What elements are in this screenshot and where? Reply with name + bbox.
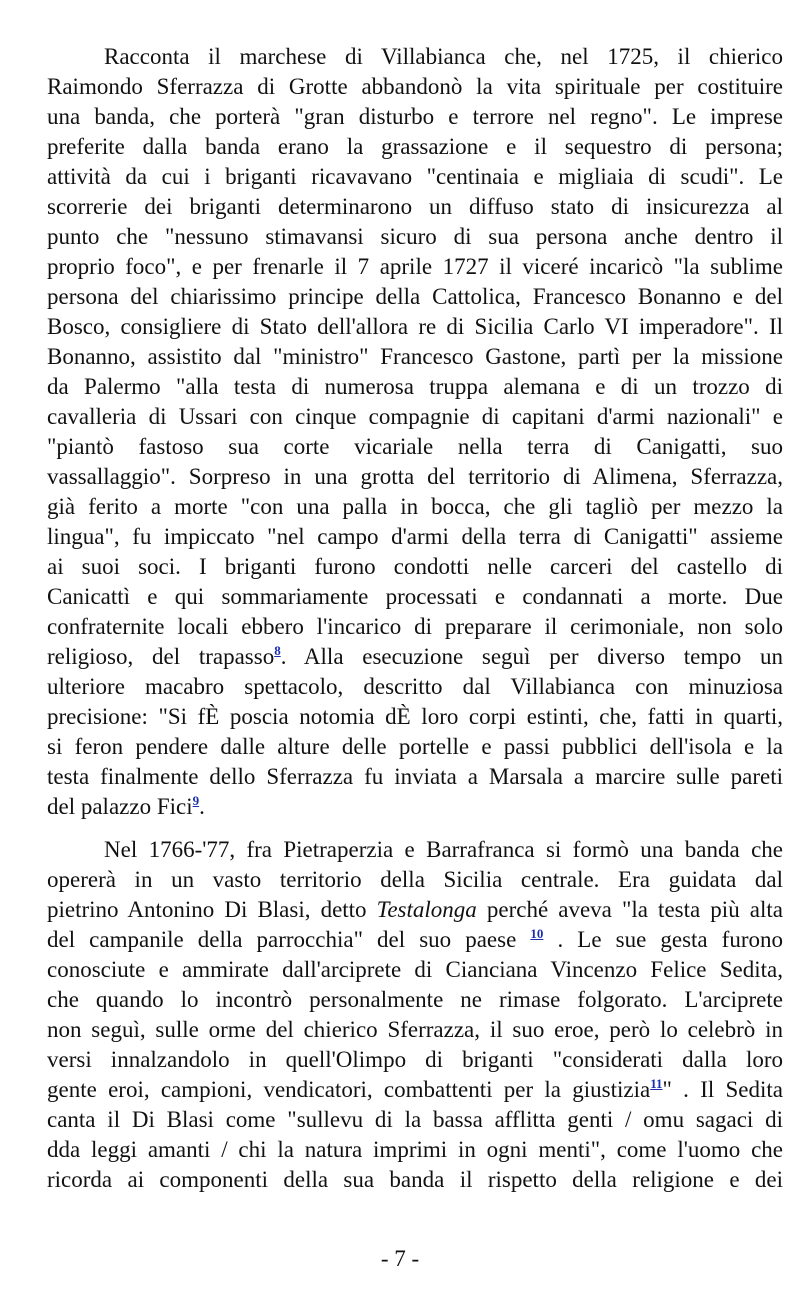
text-line: Nel 1766-'77, fra Pietraperzia e Barrafranca si formò una banda che xyxy=(104,837,783,862)
text-segment: . Alla esecuzione seguì per diverso tempo un xyxy=(280,644,783,669)
text-line: ai suoi soci. I briganti furono condotti nelle carceri del castello di xyxy=(47,554,783,579)
text-line: ulteriore macabro spettacolo, descritto dal Villabianca con minuziosa xyxy=(47,674,783,699)
text-segment: perché aveva "la testa più alta xyxy=(476,897,783,922)
text-segment: del palazzo Fici xyxy=(47,794,193,819)
text-line: ricorda ai componenti della sua banda il rispetto della religione e dei xyxy=(47,1167,783,1192)
text-line xyxy=(47,895,783,925)
text-segment: " . Il Sedita xyxy=(662,1077,783,1102)
text-line: Racconta il marchese di Villabianca che, nel 1725, il chierico xyxy=(104,44,783,69)
text-line: vassallaggio". Sorpreso in una grotta del territorio di Alimena, Sferrazza, xyxy=(47,464,783,489)
text-line: confraternite locali ebbero l'incarico di preparare il cerimoniale, non solo xyxy=(47,614,783,639)
text-line: conosciute e ammirate dall'arciprete di Cianciana Vincenzo Felice Sedita, xyxy=(47,957,783,982)
footnote-link-11[interactable]: 11 xyxy=(650,1076,663,1091)
text-line: lingua", fu impiccato "nel campo d'armi della terra di Canigatti" assieme xyxy=(47,524,783,549)
text-line: punto che "nessuno stimavansi sicuro di sua persona anche dentro il xyxy=(47,224,783,249)
text-line: Bosco, consigliere di Stato dell'allora re di Sicilia Carlo VI imperadore". Il xyxy=(47,314,783,339)
text-line xyxy=(47,642,783,672)
text-line: non seguì, sulle orme del chierico Sferrazza, il suo eroe, però lo celebrò in xyxy=(47,1017,783,1042)
text-line: cavalleria di Ussari con cinque compagnie di capitani d'armi nazionali" e xyxy=(47,404,783,429)
text-line: una banda, che porterà "gran disturbo e terrore nel regno". Le imprese xyxy=(47,104,783,129)
page-number: - 7 - xyxy=(380,1246,420,1271)
text-line: che quando lo incontrò personalmente ne rimase folgorato. L'arciprete xyxy=(47,987,783,1012)
text-segment: del campanile della parrocchia" del suo paese xyxy=(47,927,531,952)
text-line: opererà in un vasto territorio della Sicilia centrale. Era guidata dal xyxy=(47,867,783,892)
text-line: già ferito a morte "con una palla in bocca, che gli tagliò per mezzo la xyxy=(47,494,783,519)
text-line: si feron pendere dalle alture delle portelle e passi pubblici dell'isola e la xyxy=(47,734,783,759)
text-line: Canicattì e qui sommariamente processati e condannati a morte. Due xyxy=(47,584,783,609)
footnote-link-9[interactable]: 9 xyxy=(192,793,200,808)
text-segment: . Le sue gesta furono xyxy=(543,927,784,952)
text-segment: . xyxy=(199,794,205,819)
footnote-link-10[interactable]: 10 xyxy=(530,926,544,941)
text-line: preferite dalla banda erano la grassazione e il sequestro di persona; xyxy=(47,134,783,159)
text-line xyxy=(47,925,783,955)
text-line: attività da cui i briganti ricavavano "centinaia e migliaia di scudi". Le xyxy=(47,164,783,189)
text-line xyxy=(47,792,783,822)
footnote-link-8[interactable]: 8 xyxy=(274,643,281,658)
text-line: precisione: "Si fÈ poscia notomia dÈ loro corpi estinti, che, fatti in quarti, xyxy=(47,704,783,729)
text-line: testa finalmente dello Sferrazza fu inviata a Marsala a marcire sulle pareti xyxy=(47,764,783,789)
text-line: versi innalzandolo in quell'Olimpo di briganti "considerati dalla loro xyxy=(47,1047,783,1072)
text-line: persona del chiarissimo principe della Cattolica, Francesco Bonanno e del xyxy=(47,284,783,309)
nickname-italic: Testalonga xyxy=(376,897,477,922)
text-line: proprio foco", e per frenarle il 7 aprile 1727 il viceré incaricò "la sublime xyxy=(47,254,783,279)
text-line: Bonanno, assistito dal "ministro" Francesco Gastone, partì per la missione xyxy=(47,344,783,369)
text-line xyxy=(47,1075,783,1105)
text-line: scorrerie dei briganti determinarono un diffuso stato di insicurezza al xyxy=(47,194,783,219)
text-line: da Palermo "alla testa di numerosa truppa alemana e di un trozzo di xyxy=(47,374,783,399)
text-segment: religioso, del trapasso xyxy=(47,644,275,669)
text-segment: gente eroi, campioni, vendicatori, combattenti per la giustizia xyxy=(47,1077,651,1102)
text-line: canta il Di Blasi come "sullevu di la bassa afflitta genti / omu sagaci di xyxy=(47,1107,783,1132)
text-line: "piantò fastoso sua corte vicariale nella terra di Canigatti, suo xyxy=(47,434,783,459)
text-line: dda leggi amanti / chi la natura imprimi in ogni menti", come l'uomo che xyxy=(47,1137,783,1162)
text-line: Raimondo Sferrazza di Grotte abbandonò la vita spirituale per costituire xyxy=(47,74,783,99)
text-segment: pietrino Antonino Di Blasi, detto xyxy=(47,897,377,922)
